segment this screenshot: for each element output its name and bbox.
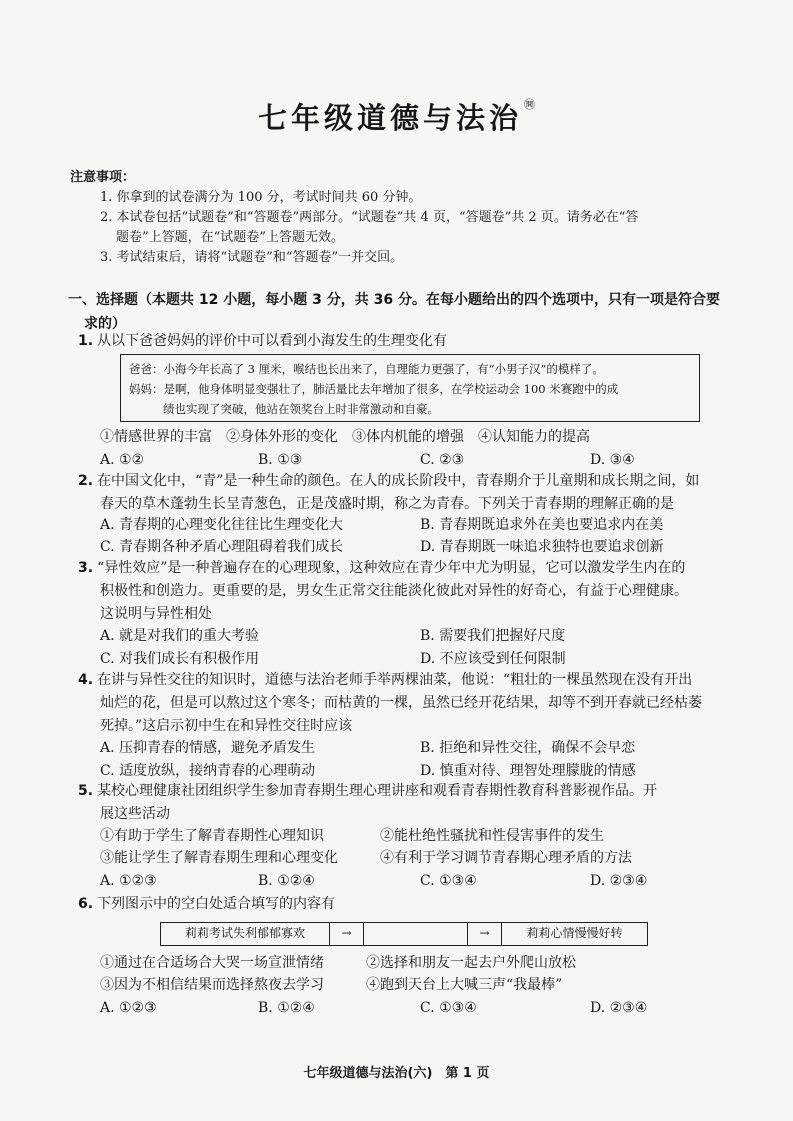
option-d: D. 慎重对待、理智处理朦胧的情感 xyxy=(420,763,636,779)
statement-item: ①通过在合适场合大哭一场宣泄情绪 xyxy=(100,955,324,971)
arrow-right-icon: → xyxy=(468,922,502,946)
flow-start: 莉莉考试失利郁郁寡欢 xyxy=(160,922,330,946)
notice-item: 3. 考试结束后，请将“试题卷”和“答题卷”一并交回。 xyxy=(100,250,404,265)
option-a: A. 就是对我们的重大考验 xyxy=(100,628,260,644)
statement-item: ①有助于学生了解青春期性心理知识 xyxy=(100,828,324,844)
statement-item: ④有利于学习调节青春期心理矛盾的方法 xyxy=(380,850,632,866)
flow-diagram xyxy=(160,922,648,946)
statement-item: ②选择和朋友一起去户外爬山放松 xyxy=(366,955,576,971)
notice-item: 1. 你拿到的试卷满分为 100 分，考试时间共 60 分钟。 xyxy=(100,190,422,205)
statement-item: ②能杜绝性骚扰和性侵害事件的发生 xyxy=(380,828,604,844)
option-a: A. ①②③ xyxy=(100,1000,157,1016)
notice-item: 题卷”上答题，在“试题卷”上答题无效。 xyxy=(116,230,344,245)
page-footer: 七年级道德与法治(六) 第 1 页 xyxy=(303,1066,490,1081)
option-a: A. 青春期的心理变化往往比生理变化大 xyxy=(100,517,344,533)
question-1: 1. 从以下爸爸妈妈的评价中可以看到小海发生的生理变化有 xyxy=(78,333,448,349)
statement-item: ③能让学生了解青春期生理和心理变化 xyxy=(100,850,338,866)
option-a: A. ①② xyxy=(100,452,145,468)
question-4-cont: 灿烂的花，但是可以熬过这个寒冬；而枯黄的一棵，虽然已经开花结果，却等不到开春就已经枯萎 xyxy=(100,695,702,711)
option-d: D. 青春期既一味追求独特也要追求创新 xyxy=(420,539,664,555)
option-b: B. 青春期既追求外在美也要追求内在美 xyxy=(420,517,664,533)
option-b: B. ①②④ xyxy=(258,1000,315,1016)
question-3-cont: 这说明与异性相处 xyxy=(100,606,212,622)
option-c: C. 青春期各种矛盾心理阻碍着我们成长 xyxy=(100,539,344,555)
option-c: C. 对我们成长有积极作用 xyxy=(100,651,260,667)
question-3: 3. “异性效应”是一种普遍存在的心理现象，这种效应在青少年中尤为明显，它可以激发学生内在的 xyxy=(78,560,686,576)
option-b: B. 需要我们把握好尺度 xyxy=(420,628,566,644)
statement-list: ①情感世界的丰富 ②身体外形的变化 ③体内机能的增强 ④认知能力的提高 xyxy=(100,429,590,445)
option-d: D. 不应该受到任何限制 xyxy=(420,651,566,667)
option-c: C. ①③④ xyxy=(420,1000,477,1016)
option-a: A. 压抑青春的情感，避免矛盾发生 xyxy=(100,740,316,756)
question-6: 6. 下列图示中的空白处适合填写的内容有 xyxy=(78,896,336,912)
option-c: C. ①③④ xyxy=(420,873,477,889)
statement-item: ③因为不相信结果而选择熬夜去学习 xyxy=(100,977,324,993)
statement-item: ④跑到天台上大喊三声“我最棒” xyxy=(366,977,563,993)
question-4: 4. 在讲与异性交往的知识时，道德与法治老师手举两棵油菜，他说：“粗壮的一棵虽然现在没有开出 xyxy=(78,672,693,688)
question-2: 2. 在中国文化中，“青”是一种生命的颜色。在人的成长阶段中，青春期介于儿童期和成长期之间，如 xyxy=(78,473,700,489)
section-heading: 一、选择题（本题共 12 小题，每小题 3 分，共 36 分。在每小题给出的四个选项中，只有一项是符合要 求的） xyxy=(68,292,720,332)
flow-end: 莉莉心情慢慢好转 xyxy=(502,922,648,946)
option-b: B. 拒绝和异性交往，确保不会早恋 xyxy=(420,740,636,756)
question-3-cont: 积极性和创造力。更重要的是，男女生正常交往能淡化彼此对异性的好奇心，有益于心理健康。 xyxy=(100,583,688,599)
notice-heading: 注意事项： xyxy=(70,170,136,185)
arrow-right-icon: → xyxy=(330,922,364,946)
question-5-cont: 展这些活动 xyxy=(100,806,170,822)
option-d: D. ③④ xyxy=(590,452,635,468)
option-d: D. ②③④ xyxy=(590,1000,648,1016)
page-title: 七年级道德与法治 ㉄ xyxy=(257,98,535,135)
question-2-cont: 春天的草木蓬勃生长呈青葱色，正是茂盛时期，称之为青春。下列关于青春期的理解正确的是 xyxy=(100,496,674,512)
flow-blank xyxy=(364,922,468,946)
option-b: B. ①②④ xyxy=(258,873,315,889)
title-mark: ㉄ xyxy=(524,98,535,111)
option-c: C. ②③ xyxy=(420,452,465,468)
option-c: C. 适度放纵，接纳青春的心理萌动 xyxy=(100,763,316,779)
question-4-cont: 死掉。”这启示初中生在和异性交往时应该 xyxy=(100,718,353,734)
quote-box: 爸爸：小海今年长高了 3 厘米，喉结也长出来了，自理能力更强了，有“小男子汉”的模样了。 妈妈：是啊，他身体明显变强壮了，肺活量比去年增加了很多，在学校运动会 100 米赛跑中的成 绩也实现了突破，他站在领奖台上时非常激动和自豪。 xyxy=(120,354,700,422)
option-d: D. ②③④ xyxy=(590,873,648,889)
option-a: A. ①②③ xyxy=(100,873,157,889)
notice-item: 2. 本试卷包括“试题卷”和“答题卷”两部分。“试题卷”共 4 页，“答题卷”共 2 页。请务必在“答 xyxy=(100,210,639,225)
question-5: 5. 某校心理健康社团组织学生参加青春期生理心理讲座和观看青春期性教育科普影视作品。开 xyxy=(78,783,658,799)
option-b: B. ①③ xyxy=(258,452,303,468)
